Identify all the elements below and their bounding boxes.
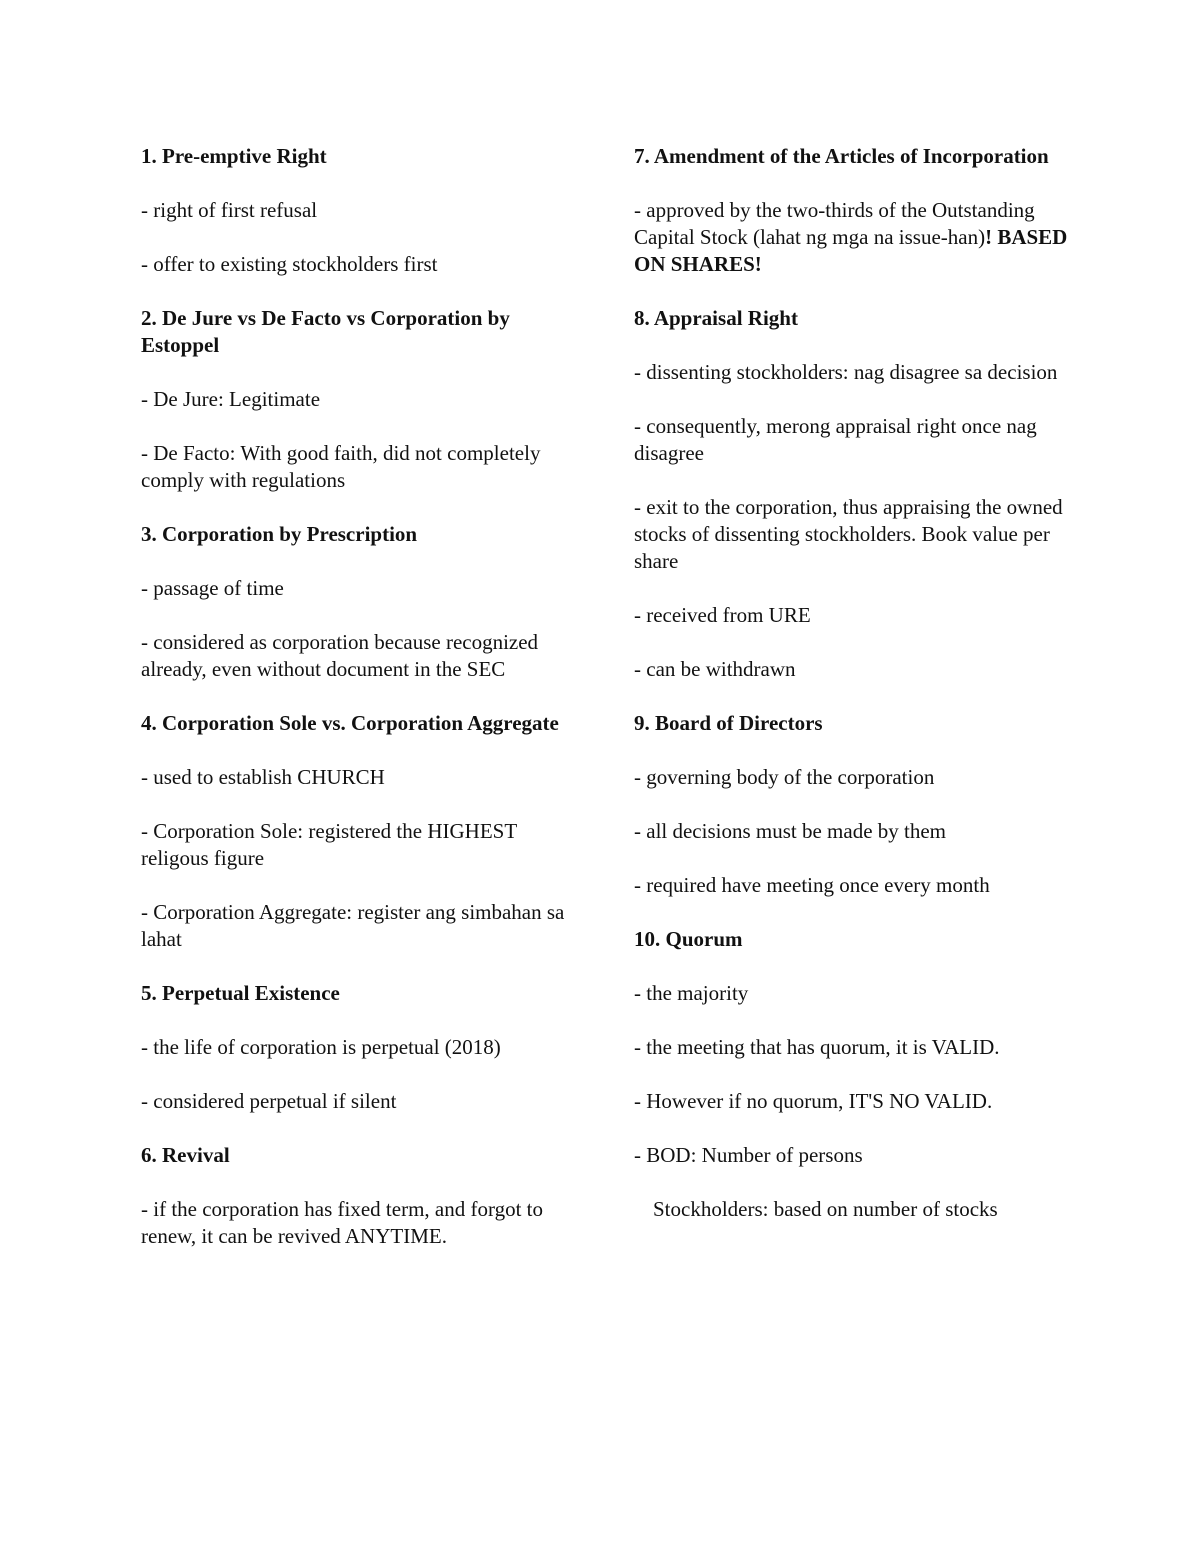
- bullet-item: - considered perpetual if silent: [141, 1089, 397, 1113]
- bullet-item: - the life of corporation is perpetual (2018): [141, 1035, 501, 1059]
- section-heading: 5. Perpetual Existence: [141, 981, 340, 1005]
- left-column: [141, 143, 581, 1277]
- section-heading: 4. Corporation Sole vs. Corporation Aggregate: [141, 711, 559, 735]
- bullet-item: - can be withdrawn: [634, 657, 796, 681]
- bullet-item: - received from URE: [634, 603, 811, 627]
- section-corporation-by-prescription: [141, 521, 581, 683]
- section-de-jure-de-facto: [141, 305, 581, 494]
- section-heading: 7. Amendment of the Articles of Incorporation: [634, 144, 1049, 168]
- bullet-item: - exit to the corporation, thus appraising the owned stocks of dissenting stockholders. Book value per share: [634, 495, 1063, 573]
- bullet-item: - right of first refusal: [141, 198, 318, 222]
- section-heading: 9. Board of Directors: [634, 711, 823, 735]
- section-heading: 3. Corporation by Prescription: [141, 522, 418, 546]
- section-amendment-articles: [634, 143, 1074, 278]
- bullet-item: - the meeting that has quorum, it is VALID.: [634, 1035, 1000, 1059]
- bullet-emphasis: ! BASED ON SHARES!: [634, 225, 1068, 276]
- bullet-item: - all decisions must be made by them: [634, 819, 947, 843]
- bullet-item: - the majority: [634, 981, 749, 1005]
- section-heading: 1. Pre-emptive Right: [141, 144, 327, 168]
- bullet-item: - Corporation Sole: registered the HIGHEST religous figure: [141, 819, 517, 870]
- bullet-item: - De Facto: With good faith, did not completely comply with regulations: [141, 441, 541, 492]
- section-quorum: [634, 926, 1074, 1223]
- bullet-item: - BOD: Number of persons: [634, 1143, 863, 1167]
- bullet-item: - However if no quorum, IT'S NO VALID.: [634, 1089, 993, 1113]
- bullet-item: - dissenting stockholders: nag disagree sa decision: [634, 360, 1058, 384]
- section-perpetual-existence: [141, 980, 581, 1115]
- bullet-item: - required have meeting once every month: [634, 873, 990, 897]
- bullet-item: - consequently, merong appraisal right once nag disagree: [634, 414, 1037, 465]
- section-heading: 10. Quorum: [634, 927, 743, 951]
- section-heading: 8. Appraisal Right: [634, 306, 798, 330]
- section-heading: 6. Revival: [141, 1143, 230, 1167]
- bullet-item: - used to establish CHURCH: [141, 765, 385, 789]
- bullet-item: - if the corporation has fixed term, and forgot to renew, it can be revived ANYTIME.: [141, 1197, 543, 1248]
- bullet-text: - approved by the two-thirds of the Outstanding Capital Stock (lahat ng mga na issue-han): [634, 198, 1035, 249]
- section-corporation-sole-aggregate: [141, 710, 581, 953]
- bullet-item: - De Jure: Legitimate: [141, 387, 321, 411]
- right-column: [634, 143, 1074, 1250]
- bullet-continuation: Stockholders: based on number of stocks: [653, 1197, 998, 1221]
- section-board-of-directors: [634, 710, 1074, 899]
- bullet-item: - passage of time: [141, 576, 284, 600]
- bullet-item: - governing body of the corporation: [634, 765, 935, 789]
- bullet-item: [634, 197, 1074, 278]
- bullet-item: - Corporation Aggregate: register ang simbahan sa lahat: [141, 900, 565, 951]
- section-heading: 2. De Jure vs De Facto vs Corporation by Estoppel: [141, 306, 510, 357]
- bullet-item: - considered as corporation because recognized already, even without document in the SEC: [141, 630, 539, 681]
- section-appraisal-right: [634, 305, 1074, 683]
- bullet-item: - offer to existing stockholders first: [141, 252, 438, 276]
- section-revival: [141, 1142, 581, 1250]
- section-pre-emptive-right: [141, 143, 581, 278]
